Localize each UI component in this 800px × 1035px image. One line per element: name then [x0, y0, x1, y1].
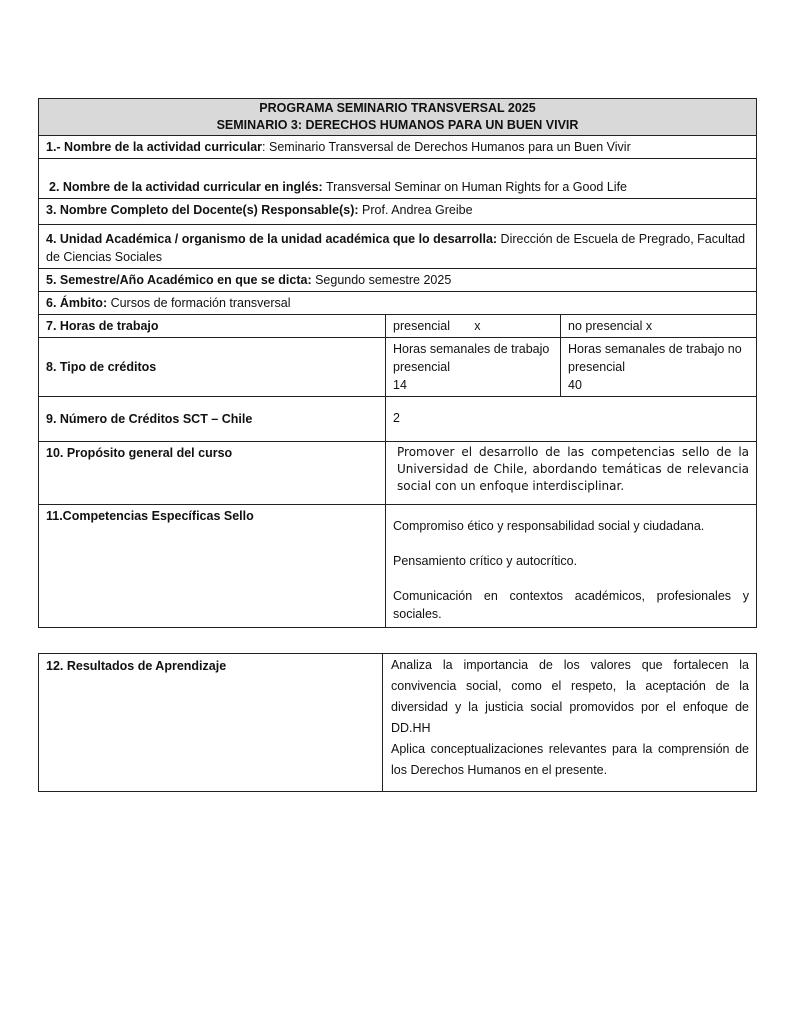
label: 8. Tipo de créditos: [39, 338, 386, 397]
row-activity-name: [39, 136, 757, 159]
row-credit-type: [39, 338, 757, 397]
value: Segundo semestre 2025: [311, 273, 452, 287]
no-presencial-value: no presencial x: [561, 315, 757, 338]
header-row: [39, 99, 757, 136]
presencial-hours-value: 14: [393, 378, 407, 392]
label: 7. Horas de trabajo: [39, 315, 386, 338]
competency-item: Compromiso ético y responsabilidad social y ciudadana.: [393, 519, 705, 533]
row-sct-credits: [39, 397, 757, 442]
label: 9. Número de Créditos SCT – Chile: [39, 397, 386, 442]
value: Dirección de Escuela de Pregrado, Facultad de Ciencias Sociales: [46, 232, 746, 264]
label: 1.- Nombre de la actividad curricular: [46, 140, 263, 154]
row-scope: [39, 292, 757, 315]
presencial-hours-heading: Horas semanales de trabajo presencial: [393, 342, 550, 374]
learning-result: Aplica conceptualizaciones relevantes para la comprensión de los Derechos Humanos en el presente.: [391, 742, 749, 777]
value: : Seminario Transversal de Derechos Humanos para un Buen Vivir: [262, 140, 631, 154]
row-activity-name-english: [39, 159, 757, 199]
no-presencial-hours-heading: Horas semanales de trabajo no presencial: [568, 342, 742, 374]
competency-item: Comunicación en contextos académicos, profesionales y sociales.: [393, 589, 750, 621]
label: 3. Nombre Completo del Docente(s) Responsable(s):: [46, 203, 359, 217]
program-table: [38, 98, 757, 628]
row-purpose: [39, 442, 757, 505]
label: 4. Unidad Académica / organismo de la unidad académica que lo desarrolla:: [46, 232, 498, 246]
label: 11.Competencias Específicas Sello: [39, 505, 386, 628]
value: 2: [386, 397, 757, 442]
label: 2. Nombre de la actividad curricular en inglés:: [49, 180, 323, 194]
row-learning-results: [39, 654, 757, 792]
label: 10. Propósito general del curso: [39, 442, 386, 505]
label: 12. Resultados de Aprendizaje: [39, 654, 383, 792]
program-header: [39, 99, 757, 136]
row-academic-unit: [39, 225, 757, 269]
value: Transversal Seminar on Human Rights for a Good Life: [322, 180, 628, 194]
learning-result: Analiza la importancia de los valores que fortalecen la convivencia social, como el respeto, la aceptación de la diversidad y la justicia social promovidos por el enfoque de DD.HH: [391, 658, 749, 735]
row-teacher: [39, 199, 757, 225]
value: Prof. Andrea Greibe: [358, 203, 473, 217]
label: 6. Ámbito:: [46, 296, 108, 310]
seminar-title: SEMINARIO 3: DERECHOS HUMANOS PARA UN BUEN VIVIR: [216, 118, 579, 132]
results-table: [38, 653, 757, 792]
row-competencies: [39, 505, 757, 628]
presencial-value: presencial x: [386, 315, 561, 338]
label: 5. Semestre/Año Académico en que se dicta:: [46, 273, 312, 287]
row-work-hours: [39, 315, 757, 338]
competency-item: Pensamiento crítico y autocrítico.: [393, 554, 578, 568]
program-title: PROGRAMA SEMINARIO TRANSVERSAL 2025: [259, 101, 536, 115]
row-semester: [39, 269, 757, 292]
value: Cursos de formación transversal: [107, 296, 291, 310]
no-presencial-hours-value: 40: [568, 378, 582, 392]
value: Promover el desarrollo de las competencias sello de la Universidad de Chile, abordando temáticas de relevancia social con un enfoque interdisciplinar.: [386, 442, 757, 505]
